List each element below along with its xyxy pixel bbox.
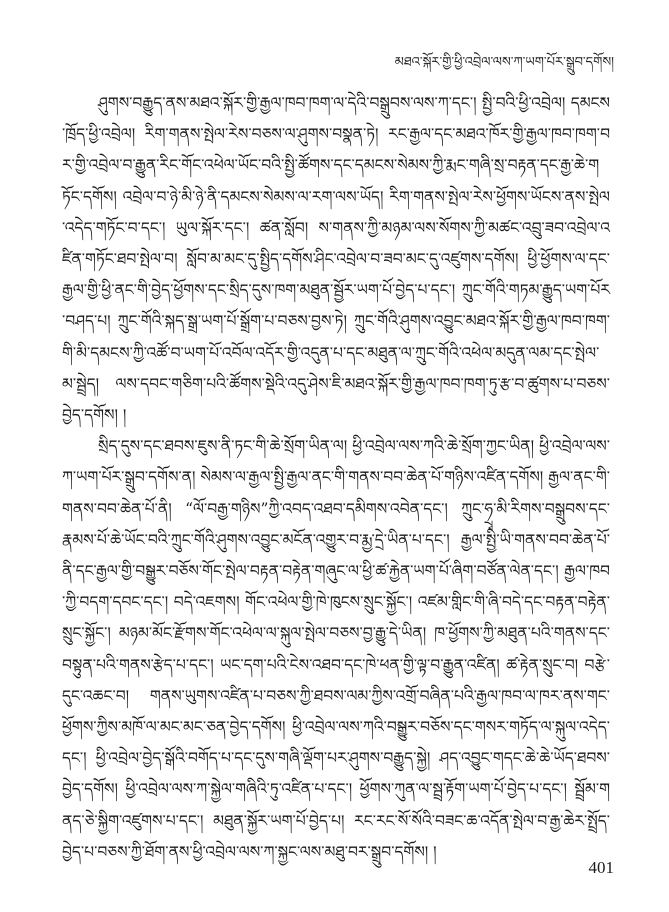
body-text <box>62 88 610 861</box>
running-header: མཐའ་སྐོར་གྱི་ཕྱི་འབྲེལ་ལས་ཀ་ཡག་པོར་སྒྲུབ་དགོས། <box>394 55 614 70</box>
paragraph-2: སྲིད་དུས་དང་ཐབས་ཇུས་ནི་ཏང་གི་ཆེ་སྲོག་ཡིན་ལ། ཕྱི་འབྲེལ་ལས་ཀའི་ཆེ་སྲོག་ཀྱང་ཡིན། ཕྱི་འབྲེལ་ལས་ཀ་ཡག་པོར་སྒྲུབ་དགོས་ན། སེམས་ལ་རྒྱལ་སྤྱི་རྒྱལ་ནང་གི་གནས་བབ་ཆེན་པོ་གཉིས་འཛིན་དགོས། རྒྱལ་ནང་གི་གནས་བབ་ཆེན་པོ་ནི། “ལོ་བརྒྱ་གཉིས”ཀྱི་འབད་འཐབ་དམིགས་འབེན་དང་། ཀྲུང་ཧྲྭ་མི་རིགས་བསྒྲུབས་དང་རྣམས་པོ་ཆེ་ཡོང་བའི་ཀྲུང་གོའི་ཤུགས་འབྱུང་མངོན་འགྱུར་བ་རྨྱ་དྲེ་ཡིན་པ་དང་། རྒྱལ་སྤྱི་ཡི་གནས་བབ་ཆེན་པོ་ནི་དང་རྒྱལ་གྱི་བསྒྱུར་བཅོས་གོང་སྤེལ་བརྟན་བརྟེན་གཞུང་ལ་ཕྱི་ཚ་རྐྱེན་ཡག་པོ་ཞིག་བཙོན་ལེན་དང་། རྒྱལ་ཁབ་ཀྱི་བདག་དབང་དང་། བདེ་འཇགས། གོང་འཕེལ་གྱི་ཁེ་ཁུངས་སྲུང་སྐྱོང་། འཛམ་གླིང་གི་ཞི་བདེ་དང་བརྟན་བརྟེན་སྲུང་སྐྱོང་། མཉམ་མོང་རྫོགས་གོང་འཕེལ་ལ་སྐུལ་སྤེལ་བཅས་བྱ་རྒྱུ་དེ་ཡིན། ཁ་ཕྱོགས་ཀྱི་མཐུན་པའི་གནས་དང་བསྟུན་པའི་གནས་རྩེད་པ་དང་། ཡང་དག་པའི་ངེས་འཐབ་དང་ཁེ་ཕན་གྱི་ལྟ་བ་རྒྱུན་འཛིན། ཚ་རྟེན་སྲུང་བ། བརྩེ་དུང་འཆང་བ། གནས་ཡུགས་འཛིན་པ་བཅས་ཀྱི་ཐབས་ལམ་ཀྱིས་འགྲོ་བཞིན་པའི་རྒྱལ་ཁབ་ལ་ཁར་ནས་གང་ཕྱོགས་ཀྱིས་མཁོ་ལ་མང་མང་ཅན་བྱེད་དགོས། ཕྱི་འབྲེལ་ལས་ཀའི་བསྒྱུར་བཅོས་དང་གསར་གཏོད་ལ་སྐུལ་འདེད་དང་། ཕྱི་འབྲེལ་བྱེད་སྒོའི་བགོད་པ་དང་དུས་གཞི་ལྡོག་པར་ཤུགས་བརྒྱུད་སྐྱེ། ཤད་འབྱུང་གདང་ཆེ་ཆེ་ཡོད་ཐབས་བྱེད་དགོས། ཕྱི་འབྲེལ་ལས་ཀ་སྐྱེལ་གཞིའི་ཏུ་འཛིན་པ་དང་། ཕྱོགས་ཀུན་ལ་སྦྲ་རྟོག་ཡག་པོ་བྱེད་པ་དང་། སྦྲོམ་གནད་ཅེ་སྐྱིག་འཛུགས་པ་དང་། མཐུན་སྐྱོར་ཡག་པོ་བྱེད་པ། རང་རང་སོ་སོའི་བཟང་ཆ་འདོན་སྤེལ་བ་རྒྱ་ཆེར་སྤྲོད་བྱེད་པ་བཅས་ཀྱི་ཐོག་ནས་ཕྱི་འབྲེལ་ལས་ཀ་སྐྱང་ལས་མཐུ་བར་སྒྲུབ་དགོས། ། <box>62 437 610 861</box>
page-number: 401 <box>588 858 614 877</box>
paragraph-1: ཤུགས་བརྒྱུད་ནས་མཐའ་སྐོར་གྱི་རྒྱལ་ཁབ་ཁག་ལ་དེའི་བསྒྲུབས་ལས་ཀ་དང་། སྤྱི་བའི་ཕྱི་འབྲེལ། དམངས་ཁྲོད་ཕྱི་འབྲེལ། རིག་གནས་སྤེལ་རེས་བཅས་ལ་ཤུགས་བསྣན་ཏེ། རང་རྒྱལ་དང་མཐའ་ཁོར་གྱི་རྒྱལ་ཁབ་ཁག་བར་གྱི་འབྲེལ་བ་རྒྱུན་རིང་གོང་འཕེལ་ཡོང་བའི་སྤྱི་ཚོགས་དང་དམངས་སེམས་ཀྱི་རྨང་གཞི་སྲ་བརྟན་དང་རྒྱ་ཆེ་གཏོང་དགོས། འབྲེལ་བ་ཉེ་མི་ཉེ་ནི་དམངས་སེམས་ལ་རག་ལས་ཡོད། རིག་གནས་སྤེལ་རེས་ཕྱོགས་ཡོངས་ནས་སྤེལ་འདེད་གཏོང་བ་དང་། ཡུལ་སྐོར་དང་། ཚན་སློབ། ས་གནས་ཀྱི་མཉམ་ལས་སོགས་ཀྱི་མཚང་འབྲུ་ཟབ་འབྲེལ་འཛིན་གཏོང་ཐབ་སྤེལ་བ། སློབ་མ་མང་དུ་སྤྱིད་དགོས་ཤིང་འབྲེལ་བ་ཟབ་མང་དུ་འཛུགས་དགོས། ཕྱི་ཕྱོགས་ལ་དང་རྒྱལ་གྱི་ཕྱི་ནང་གི་བྱེད་ཕྱོགས་དང་སྲིད་དུས་ཁག་མཐུན་སྦྱོར་ཡག་པོ་བྱེད་པ་དང་། ཀྲུང་གོའི་གཏམ་རྒྱུད་ཡག་པོར་བཤད་པ། ཀྲུང་གོའི་སྐད་སྒྲ་ཡག་པོ་སྒྲོག་པ་བཅས་བྱས་ཏེ། ཀྲུང་གོའི་ཤུགས་འབྱུང་མཐའ་སྐོར་གྱི་རྒྱལ་ཁབ་ཁག་གི་མི་དམངས་ཀྱི་འཚོ་བ་ཡག་པོ་འབོལ་འདོར་གྱི་འདུན་པ་དང་མཐུན་ལ་ཀྲུང་གོའི་འཕེལ་མདུན་ལམ་དང་སྤེལ་མ་སྦྲེད། ལས་དབང་གཅིག་པའི་ཚོགས་སྡེའི་འདུ་ཤེས་ཇི་མཐའ་སྐོར་གྱི་རྒྱལ་ཁབ་ཁག་ཏུ་རྩ་བ་ཚུགས་པ་བཅས་བྱེད་དགོས། ། <box>62 94 610 425</box>
